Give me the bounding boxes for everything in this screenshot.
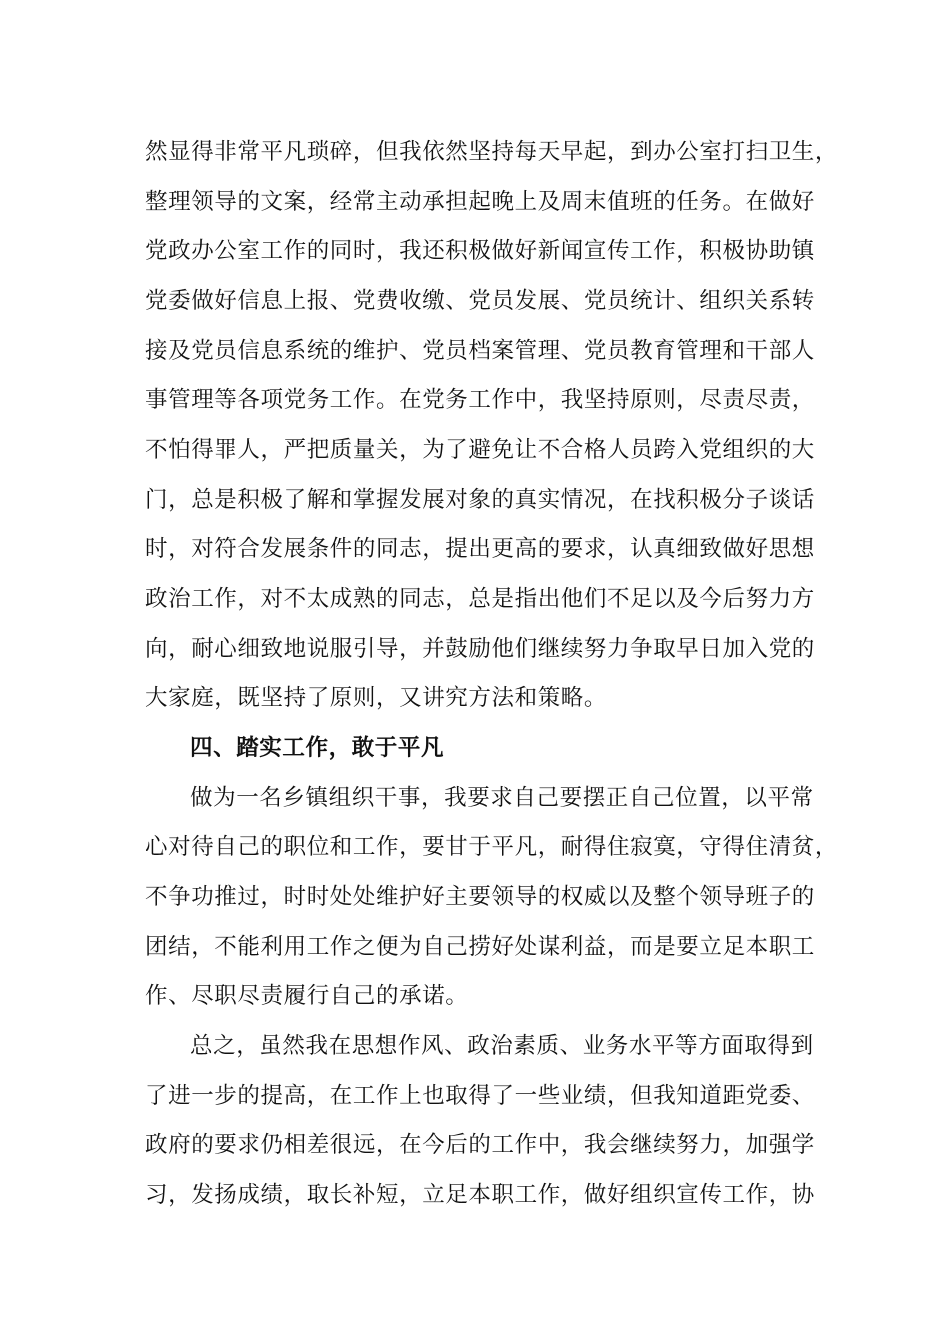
body-text-line: 政府的要求仍相差很远，在今后的工作中，我会继续努力，加强学	[145, 1132, 815, 1158]
body-text-line: 门，总是积极了解和掌握发展对象的真实情况，在找积极分子谈话	[145, 487, 815, 513]
body-text-line: 然显得非常平凡琐碎，但我依然坚持每天早起，到办公室打扫卫生，	[145, 139, 839, 165]
body-text-line: 心对待自己的职位和工作，要甘于平凡，耐得住寂寞，守得住清贫，	[145, 834, 839, 860]
body-text-line: 团结，不能利用工作之便为自己捞好处谋利益，而是要立足本职工	[145, 934, 815, 960]
body-text-line: 事管理等各项党务工作。在党务工作中，我坚持原则，尽责尽责，	[145, 387, 815, 413]
body-text-line: 整理领导的文案，经常主动承担起晚上及周末值班的任务。在做好	[145, 189, 815, 215]
body-text-line: 习，发扬成绩，取长补短，立足本职工作，做好组织宣传工作，协	[145, 1182, 815, 1208]
body-text-line: 大家庭，既坚持了原则，又讲究方法和策略。	[145, 685, 608, 711]
body-text-line: 不怕得罪人，严把质量关，为了避免让不合格人员跨入党组织的大	[145, 437, 815, 463]
body-text-line: 时，对符合发展条件的同志，提出更高的要求，认真细致做好思想	[145, 536, 815, 562]
body-text-line: 向，耐心细致地说服引导，并鼓励他们继续努力争取早日加入党的	[145, 636, 815, 662]
body-text-line: 党委做好信息上报、党费收缴、党员发展、党员统计、组织关系转	[145, 288, 815, 314]
body-text-line: 接及党员信息系统的维护、党员档案管理、党员教育管理和干部人	[145, 338, 815, 364]
body-text-line: 了进一步的提高，在工作上也取得了一些业绩，但我知道距党委、	[145, 1083, 815, 1109]
body-text-line: 政治工作，对不太成熟的同志，总是指出他们不足以及今后努力方	[145, 586, 815, 612]
paragraph-first-line: 总之，虽然我在思想作风、政治素质、业务水平等方面取得到	[190, 1033, 814, 1059]
body-text-line: 党政办公室工作的同时，我还积极做好新闻宣传工作，积极协助镇	[145, 238, 815, 264]
section-heading: 四、踏实工作，敢于平凡	[190, 735, 445, 761]
body-text-line: 作、尽职尽责履行自己的承诺。	[145, 983, 469, 1009]
paragraph-first-line: 做为一名乡镇组织干事，我要求自己要摆正自己位置，以平常	[190, 785, 814, 811]
body-text-line: 不争功推过，时时处处维护好主要领导的权威以及整个领导班子的	[145, 884, 815, 910]
